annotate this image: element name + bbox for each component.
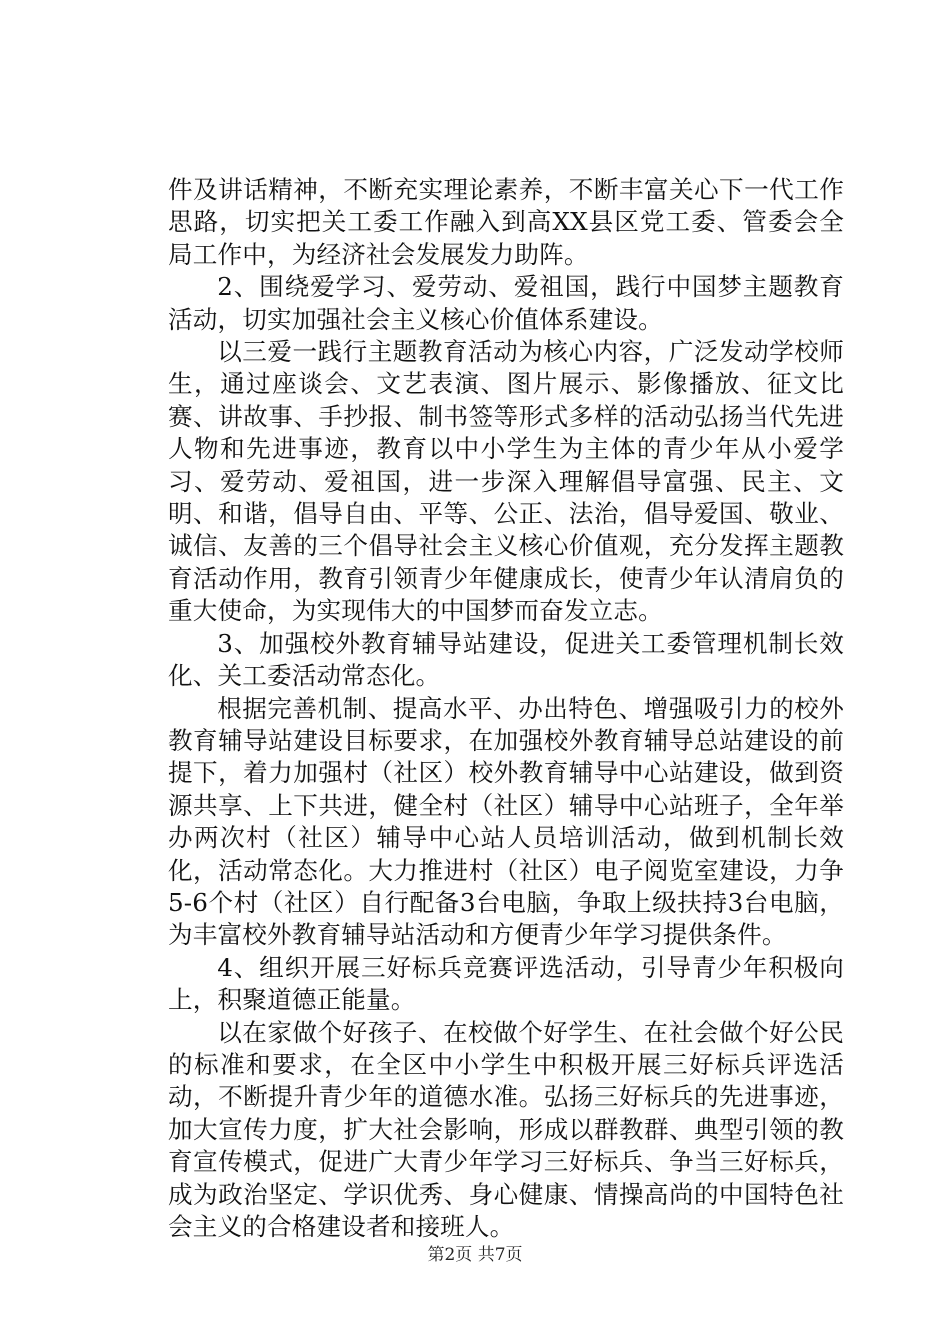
paragraph-continuation: 件及讲话精神，不断充实理论素养，不断丰富关心下一代工作思路，切实把关工委工作融入到高XX县区党工委、管委会全局工作中，为经济社会发展发力助阵。 bbox=[168, 175, 844, 269]
document-body bbox=[168, 174, 844, 1243]
paragraph-core-values-activities: 以三爱一践行主题教育活动为核心内容，广泛发动学校师生，通过座谈会、文艺表演、图片展示、影像播放、征文比赛、讲故事、手抄报、制书签等形式多样的活动弘扬当代先进人物和先进事迹，教育以中小学生为主体的青少年从小爱学习、爱劳动、爱祖国，进一步深入理解倡导富强、民主、文明、和谐，倡导自由、平等、公正、法治，倡导爱国、敬业、诚信、友善的三个倡导社会主义核心价值观，充分发挥主题教育活动作用，教育引领青少年健康成长，使青少年认清肩负的重大使命，为实现伟大的中国梦而奋发立志。 bbox=[168, 337, 844, 626]
page-number-footer: 第2页 共7页 bbox=[427, 1245, 523, 1265]
section-heading-4: 4、组织开展三好标兵竞赛评选活动，引导青少年积极向上，积聚道德正能量。 bbox=[168, 952, 844, 1015]
section-heading-2: 2、围绕爱学习、爱劳动、爱祖国，践行中国梦主题教育活动，切实加强社会主义核心价值体系建设。 bbox=[168, 272, 844, 334]
section-heading-3: 3、加强校外教育辅导站建设，促进关工委管理机制长效化、关工委活动常态化。 bbox=[168, 628, 844, 691]
paragraph-tutoring-stations: 根据完善机制、提高水平、办出特色、增强吸引力的校外教育辅导站建设目标要求，在加强校外教育辅导总站建设的前提下，着力加强村（社区）校外教育辅导中心站建设，做到资源共享、上下共进，健全村（社区）辅导中心站班子，全年举办两次村（社区）辅导中心站人员培训活动，做到机制长效化，活动常态化。大力推进村（社区）电子阅览室建设，力争5-6个村（社区）自行配备3台电脑，争取上级扶持3台电脑，为丰富校外教育辅导站活动和方便青少年学习提供条件。 bbox=[168, 693, 844, 950]
paragraph-three-good-models: 以在家做个好孩子、在校做个好学生、在社会做个好公民的标准和要求，在全区中小学生中积极开展三好标兵评选活动，不断提升青少年的道德水准。弘扬三好标兵的先进事迹，加大宣传力度，扩大社会影响，形成以群教群、典型引领的教育宣传模式，促进广大青少年学习三好标兵、争当三好标兵，成为政治坚定、学识优秀、身心健康、情操高尚的中国特色社会主义的合格建设者和接班人。 bbox=[168, 1017, 844, 1241]
